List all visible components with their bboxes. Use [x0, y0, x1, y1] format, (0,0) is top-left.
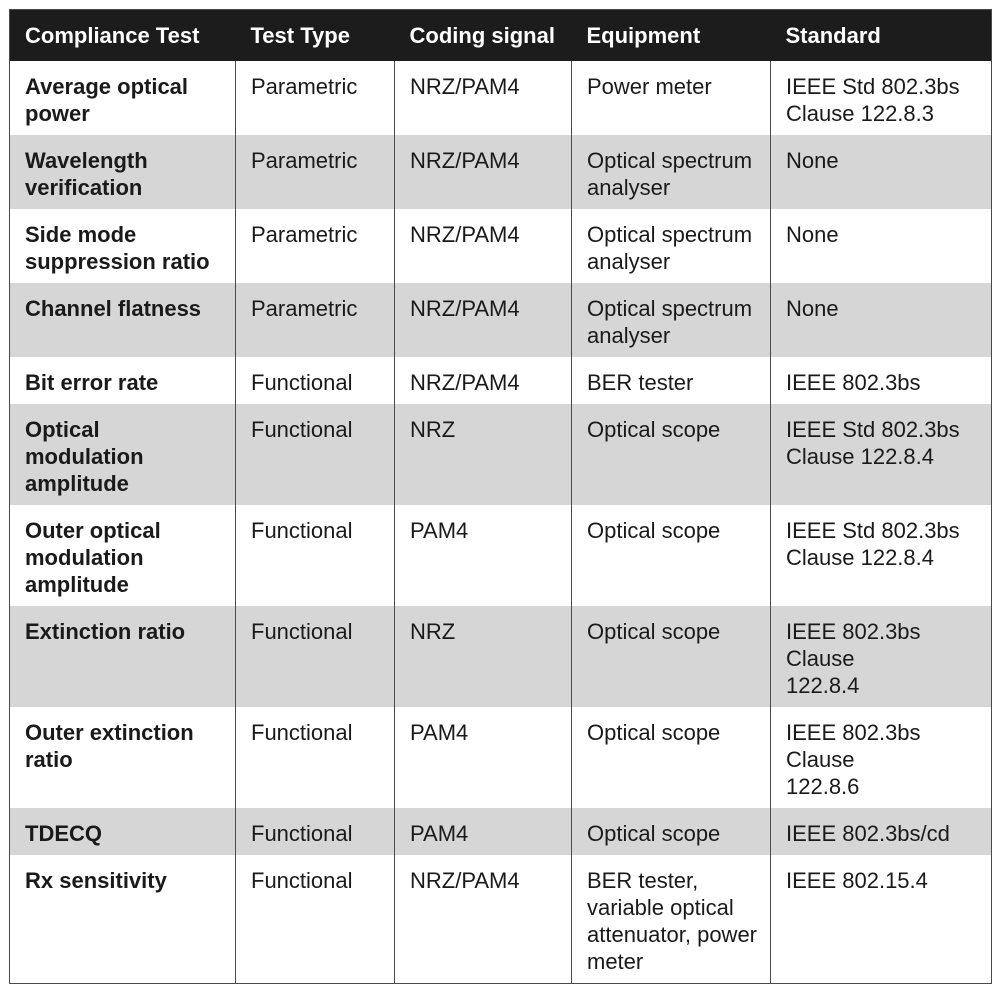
cell-test: Outer extinction ratio: [10, 707, 236, 808]
cell-equipment: Optical scope: [572, 606, 771, 707]
cell-type: Functional: [236, 505, 395, 606]
cell-standard: None: [771, 283, 992, 357]
cell-equipment: Optical scope: [572, 404, 771, 505]
cell-type: Functional: [236, 606, 395, 707]
cell-test: TDECQ: [10, 808, 236, 855]
cell-test: Side mode suppression ratio: [10, 209, 236, 283]
table-row: [10, 61, 992, 135]
cell-standard: IEEE 802.15.4: [771, 855, 992, 984]
cell-coding: NRZ/PAM4: [395, 209, 572, 283]
table-row: [10, 707, 992, 808]
cell-test: Average optical power: [10, 61, 236, 135]
cell-standard: IEEE Std 802.3bs Clause 122.8.4: [771, 505, 992, 606]
table-row: [10, 606, 992, 707]
cell-standard: None: [771, 135, 992, 209]
cell-standard: IEEE Std 802.3bs Clause 122.8.3: [771, 61, 992, 135]
table-row: [10, 135, 992, 209]
cell-coding: PAM4: [395, 808, 572, 855]
cell-standard: None: [771, 209, 992, 283]
header-test-type: Test Type: [236, 10, 395, 62]
cell-standard: IEEE 802.3bs: [771, 357, 992, 404]
table-container: [9, 9, 991, 984]
header-compliance-test: Compliance Test: [10, 10, 236, 62]
cell-type: Parametric: [236, 283, 395, 357]
cell-type: Functional: [236, 855, 395, 984]
cell-coding: NRZ/PAM4: [395, 61, 572, 135]
header-row: [10, 10, 992, 62]
cell-type: Parametric: [236, 61, 395, 135]
cell-equipment: BER tester: [572, 357, 771, 404]
cell-equipment: Optical spectrum analyser: [572, 135, 771, 209]
header-coding-signal: Coding signal: [395, 10, 572, 62]
header-standard: Standard: [771, 10, 992, 62]
cell-coding: NRZ/PAM4: [395, 855, 572, 984]
cell-equipment: Optical scope: [572, 505, 771, 606]
cell-test: Outer optical modulation amplitude: [10, 505, 236, 606]
table-row: [10, 505, 992, 606]
cell-coding: PAM4: [395, 505, 572, 606]
cell-coding: NRZ/PAM4: [395, 357, 572, 404]
cell-standard: IEEE 802.3bs Clause 122.8.4: [771, 606, 992, 707]
cell-coding: NRZ: [395, 404, 572, 505]
cell-test: Bit error rate: [10, 357, 236, 404]
header-equipment: Equipment: [572, 10, 771, 62]
cell-equipment: Power meter: [572, 61, 771, 135]
cell-test: Wavelength verification: [10, 135, 236, 209]
cell-type: Parametric: [236, 209, 395, 283]
cell-equipment: BER tester, variable optical attenuator, power meter: [572, 855, 771, 984]
table-row: [10, 209, 992, 283]
cell-type: Parametric: [236, 135, 395, 209]
cell-coding: NRZ/PAM4: [395, 283, 572, 357]
table-row: [10, 357, 992, 404]
cell-test: Extinction ratio: [10, 606, 236, 707]
table-row: [10, 855, 992, 984]
compliance-test-table: [9, 9, 992, 984]
cell-type: Functional: [236, 707, 395, 808]
cell-equipment: Optical spectrum analyser: [572, 283, 771, 357]
cell-equipment: Optical spectrum analyser: [572, 209, 771, 283]
cell-equipment: Optical scope: [572, 808, 771, 855]
table-row: [10, 404, 992, 505]
cell-test: Optical modulation amplitude: [10, 404, 236, 505]
cell-test: Rx sensitivity: [10, 855, 236, 984]
table-row: [10, 283, 992, 357]
cell-type: Functional: [236, 808, 395, 855]
cell-standard: IEEE 802.3bs/cd: [771, 808, 992, 855]
cell-type: Functional: [236, 357, 395, 404]
table-row: [10, 808, 992, 855]
cell-test: Channel flatness: [10, 283, 236, 357]
cell-coding: NRZ/PAM4: [395, 135, 572, 209]
cell-type: Functional: [236, 404, 395, 505]
cell-equipment: Optical scope: [572, 707, 771, 808]
cell-standard: IEEE 802.3bs Clause 122.8.6: [771, 707, 992, 808]
cell-coding: PAM4: [395, 707, 572, 808]
cell-standard: IEEE Std 802.3bs Clause 122.8.4: [771, 404, 992, 505]
cell-coding: NRZ: [395, 606, 572, 707]
